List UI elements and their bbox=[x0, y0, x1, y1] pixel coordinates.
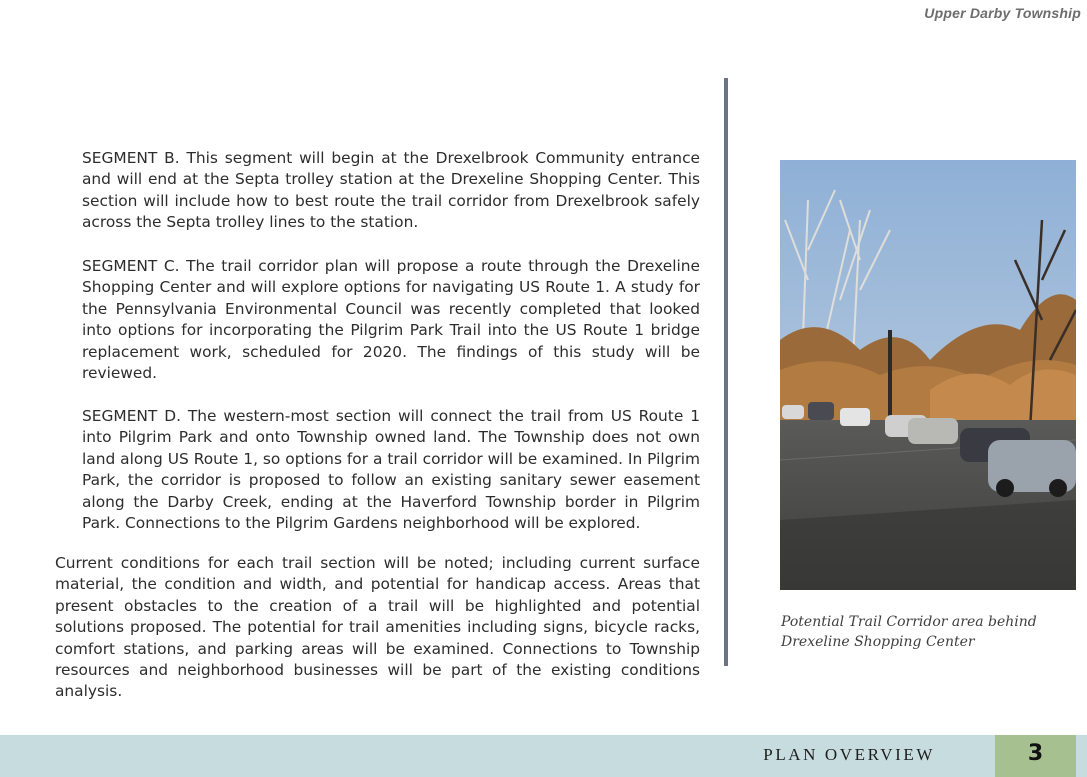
header-organization: Upper Darby Township bbox=[924, 5, 1081, 21]
footer-section-label: PLAN OVERVIEW bbox=[763, 745, 935, 764]
column-divider bbox=[724, 78, 728, 666]
photo-caption: Potential Trail Corridor area behind Drexeline Shopping Center bbox=[781, 614, 1037, 650]
current-conditions-paragraph: Current conditions for each trail section will be noted; including current surface material, the condition and width, and potential for handicap access. Areas that present obstacles to the creation of a trail will be highlighted and potential solutions proposed. The potential for trail amenities including signs, bicycle racks, comfort stations, and parking areas will be examined. Connections to Township resources and neighborhood businesses will be part of the existing conditions analysis. bbox=[55, 554, 700, 701]
segment-d-paragraph: SEGMENT D. The western-most section will connect the trail from US Route 1 into Pilgrim Park and onto Township owned land. The Township does not own land along US Route 1, so options for a trail corridor will be examined. In Pilgrim Park, the corridor is proposed to follow an existing sanitary sewer easement along the Darby Creek, ending at the Haverford Township border in Pilgrim Park. Connections to the Pilgrim Gardens neighborhood will be explored. bbox=[82, 407, 700, 533]
trail-corridor-photo bbox=[780, 160, 1076, 590]
page-number: 3 bbox=[1027, 741, 1044, 766]
segment-b-paragraph: SEGMENT B. This segment will begin at the Drexelbrook Community entrance and will end at the Septa trolley station at the Drexeline Shopping Center. This section will include how to best route the trail corridor from Drexelbrook safely across the Septa trolley lines to the station. bbox=[82, 149, 700, 232]
segment-c-paragraph: SEGMENT C. The trail corridor plan will propose a route through the Drexeline Shopping Center and will explore options for navigating US Route 1. A study for the Pennsylvania Environmental Council was recently completed that looked into options for incorporating the Pilgrim Park Trail into the US Route 1 bridge replacement work, scheduled for 2020. The findings of this study will be reviewed. bbox=[82, 257, 700, 383]
